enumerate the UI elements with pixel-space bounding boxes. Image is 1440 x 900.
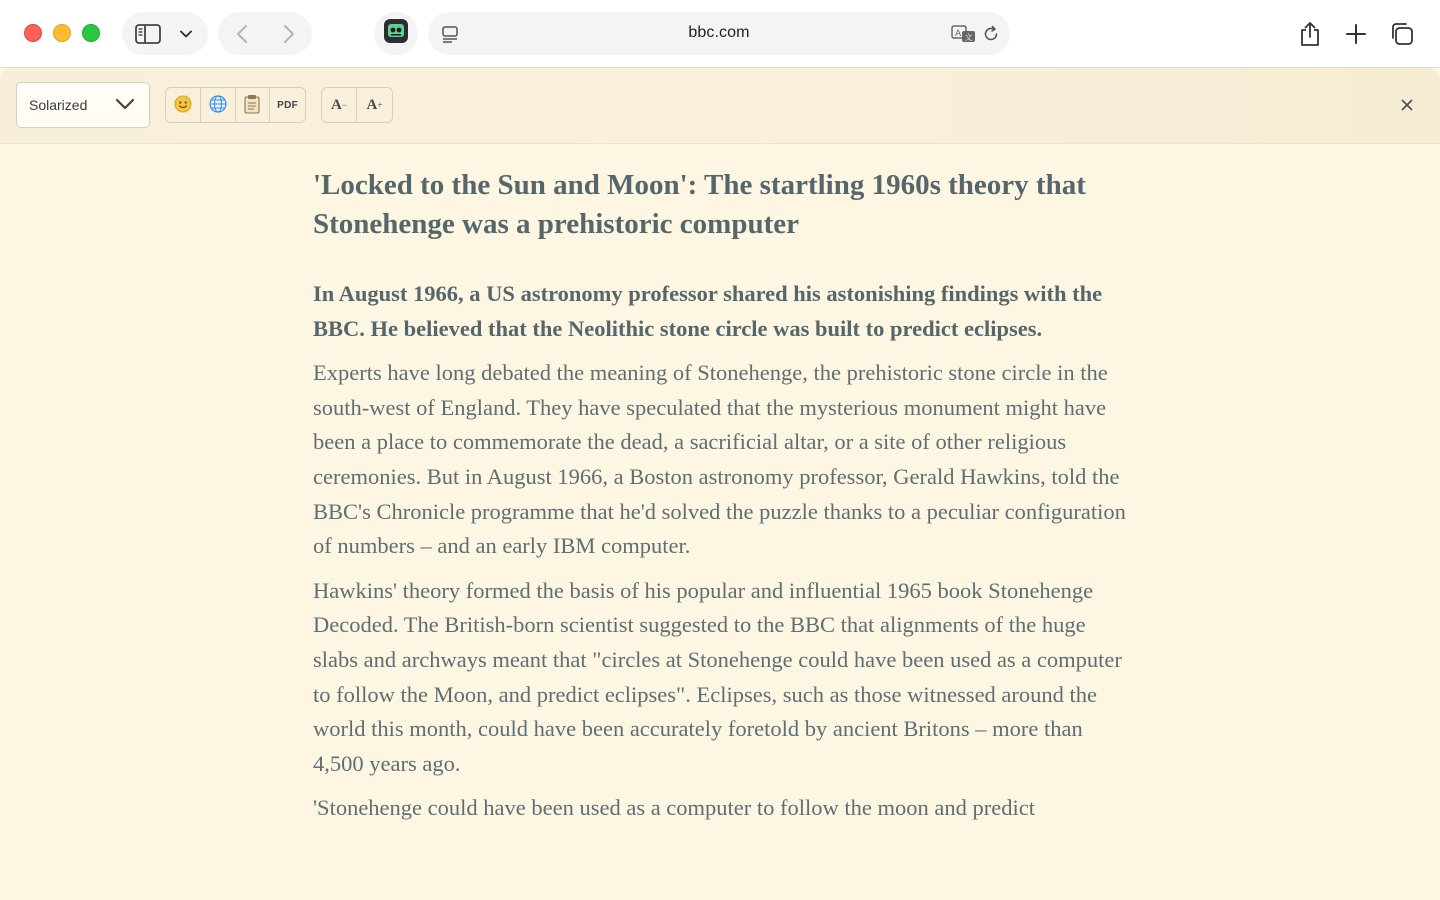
back-arrow-icon — [236, 24, 248, 44]
window-minimize-button[interactable] — [53, 24, 71, 42]
plus-icon — [1346, 24, 1366, 44]
reload-button[interactable] — [980, 23, 1002, 45]
url-text[interactable]: bbc.com — [688, 24, 750, 41]
theme-select[interactable] — [16, 82, 150, 128]
sidebar-toggle-button[interactable] — [122, 12, 174, 55]
font-size-group — [321, 87, 393, 123]
translate-page-button[interactable] — [201, 88, 236, 122]
save-pdf-button[interactable]: PDF — [277, 99, 299, 111]
font-increase-mark: + — [377, 100, 383, 110]
font-increase-button[interactable] — [357, 88, 392, 122]
tab-overview-button[interactable] — [1384, 16, 1420, 52]
smiley-icon — [174, 95, 192, 116]
sidebar-icon — [135, 24, 161, 44]
extension-button[interactable] — [374, 12, 418, 55]
tab-groups-dropdown[interactable] — [174, 12, 198, 55]
reader-actions-group — [165, 87, 306, 123]
address-bar[interactable] — [428, 12, 1010, 55]
notes-button[interactable] — [236, 88, 271, 122]
browser-toolbar — [0, 0, 1440, 68]
extension-icon — [383, 18, 409, 49]
back-button[interactable] — [218, 12, 265, 55]
font-decrease-label: A — [331, 96, 342, 113]
forward-button[interactable] — [265, 12, 312, 55]
translate-icon — [951, 24, 977, 44]
article-standfirst: In August 1966, a US astronomy professor shared his astonishing findings with the BBC. He believed that the Neolithic stone circle was built to predict eclipses. — [313, 281, 1103, 341]
article-paragraph: 'Stonehenge could have been used as a computer to follow the moon and predict — [313, 795, 1035, 821]
close-icon — [1401, 98, 1413, 116]
font-decrease-button[interactable] — [322, 88, 357, 122]
sidebar-control — [122, 12, 208, 55]
chevron-down-icon — [180, 30, 192, 38]
window-close-button[interactable] — [24, 24, 42, 42]
new-tab-button[interactable] — [1338, 16, 1374, 52]
article-paragraph: Hawkins' theory formed the basis of his popular and influential 1965 book Stonehenge Decoded. The British-born scientist suggested to the BBC that alignments of the huge slabs and archways meant that "circles at Stonehenge could have been used as a computer to follow the Moon, and predict eclipses". Eclipses, such as those witnessed around the world this month, could have been accurately foretold by ancient Britons – more than 4,500 years ago. — [313, 577, 1122, 776]
reader-close-button[interactable] — [1396, 96, 1418, 118]
chevron-down-icon — [115, 97, 135, 113]
translate-button[interactable] — [948, 21, 980, 47]
font-increase-label: A — [366, 96, 378, 113]
theme-select-value: Solarized — [29, 97, 88, 113]
font-decrease-mark: − — [341, 100, 347, 110]
reload-icon — [982, 25, 1000, 43]
emoji-button[interactable] — [166, 88, 201, 122]
globe-icon — [209, 95, 227, 116]
article-headline: 'Locked to the Sun and Moon': The startling 1960s theory that Stonehenge was a prehistoric computer — [313, 169, 1086, 240]
reader-article — [313, 166, 1133, 836]
article-paragraph: Experts have long debated the meaning of Stonehenge, the prehistoric stone circle in the south-west of England. They have speculated that the mysterious monument might have been a place to commemorate the dead, a sacrificial altar, or a site of other religious ceremonies. But in August 1966, a Boston astronomy professor, Gerald Hawkins, told the BBC's Chronicle programme that he'd solved the puzzle thanks to a peculiar configuration of numbers – and an early IBM computer. — [313, 360, 1126, 559]
share-button[interactable] — [1292, 16, 1328, 52]
forward-arrow-icon — [283, 24, 295, 44]
window-zoom-button[interactable] — [82, 24, 100, 42]
svg-text:文: 文 — [964, 33, 973, 42]
tab-overview-icon — [1390, 22, 1414, 46]
share-icon — [1299, 21, 1321, 47]
navigation-controls — [218, 12, 312, 55]
reader-toolbar — [0, 68, 1440, 144]
notepad-icon — [243, 94, 261, 117]
svg-text:A: A — [955, 29, 962, 39]
